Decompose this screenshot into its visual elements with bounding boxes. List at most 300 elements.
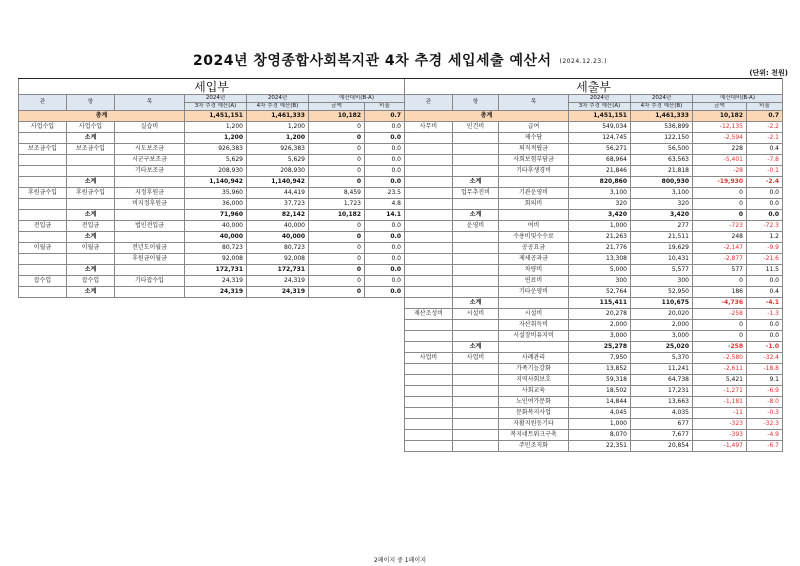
row-diff-pct: -0.3 [747, 408, 783, 419]
row-diff-pct: -2.4 [747, 177, 783, 188]
row-budget-b: 300 [631, 276, 693, 287]
row-hang: 사업비 [453, 353, 499, 364]
row-gwan [405, 221, 453, 232]
row-gwan [19, 287, 67, 298]
row-hang [67, 166, 115, 177]
row-diff-amount: 0 [693, 199, 747, 210]
row-budget-b: 2,000 [631, 320, 693, 331]
row-gwan [405, 177, 453, 188]
col-b-header: 4차 추경 예산(B) [631, 103, 693, 111]
row-budget-a: 22,351 [569, 441, 631, 452]
row-mok: 회의비 [499, 199, 569, 210]
table-row [405, 254, 783, 265]
row-budget-a: 18,502 [569, 386, 631, 397]
row-budget-b: 20,020 [631, 309, 693, 320]
row-mok: 시도보조금 [115, 144, 185, 155]
row-diff-pct: 0.0 [747, 210, 783, 221]
row-budget-b: 110,675 [631, 298, 693, 309]
row-mok [499, 177, 569, 188]
row-diff-amount: 228 [693, 144, 747, 155]
row-hang [453, 276, 499, 287]
row-diff-pct: 0.0 [747, 276, 783, 287]
row-gwan [405, 166, 453, 177]
row-hang [453, 265, 499, 276]
row-mok: 제수당 [499, 133, 569, 144]
row-diff-amount: -723 [693, 221, 747, 232]
row-gwan: 총계 [19, 111, 185, 122]
col-hang-header: 항 [67, 95, 115, 111]
row-gwan [405, 254, 453, 265]
table-row [19, 232, 405, 243]
row-diff-pct: -32.3 [747, 419, 783, 430]
row-gwan: 보조금수입 [19, 144, 67, 155]
row-hang [67, 254, 115, 265]
col-b-year-header: 2024년 [247, 95, 309, 103]
table-row [405, 166, 783, 177]
row-budget-b: 21,818 [631, 166, 693, 177]
table-row [19, 133, 405, 144]
row-budget-b: 3,000 [631, 331, 693, 342]
row-diff-pct: 9.1 [747, 375, 783, 386]
table-row [405, 287, 783, 298]
row-mok [499, 342, 569, 353]
row-diff-pct: -7.8 [747, 155, 783, 166]
row-diff-amount: 8,459 [309, 188, 365, 199]
row-mok: 실습비 [115, 122, 185, 133]
table-row [405, 188, 783, 199]
row-diff-amount: 10,182 [309, 210, 365, 221]
row-budget-b: 17,231 [631, 386, 693, 397]
row-diff-pct: -32.4 [747, 353, 783, 364]
table-row [405, 408, 783, 419]
expense-table [404, 78, 783, 452]
row-budget-a: 1,000 [569, 419, 631, 430]
row-mok: 사례관리 [499, 353, 569, 364]
row-diff-amount: -2,611 [693, 364, 747, 375]
row-mok [115, 287, 185, 298]
row-diff-pct: 0.0 [365, 133, 405, 144]
row-gwan: 총계 [405, 111, 569, 122]
row-gwan: 이월금 [19, 243, 67, 254]
row-mok: 수용비및수수료 [499, 232, 569, 243]
row-budget-a: 4,045 [569, 408, 631, 419]
row-diff-amount: -2,594 [693, 133, 747, 144]
col-gwan-header: 관 [19, 95, 67, 111]
row-mok [499, 210, 569, 221]
col-amt-header: 금액 [309, 103, 365, 111]
row-diff-amount: -393 [693, 430, 747, 441]
row-gwan [405, 331, 453, 342]
row-budget-a: 172,731 [185, 265, 247, 276]
row-budget-a: 320 [569, 199, 631, 210]
row-mok: 주민조직화 [499, 441, 569, 452]
row-gwan [405, 419, 453, 430]
row-diff-pct: -21.6 [747, 254, 783, 265]
row-budget-a: 300 [569, 276, 631, 287]
row-diff-amount: -5,401 [693, 155, 747, 166]
row-budget-a: 36,000 [185, 199, 247, 210]
row-budget-a: 25,278 [569, 342, 631, 353]
row-budget-a: 1,140,942 [185, 177, 247, 188]
row-hang: 소계 [67, 232, 115, 243]
row-mok: 문화복지사업 [499, 408, 569, 419]
row-budget-b: 5,629 [247, 155, 309, 166]
row-diff-pct: -6.9 [747, 386, 783, 397]
row-budget-a: 5,000 [569, 265, 631, 276]
row-budget-b: 1,200 [247, 122, 309, 133]
row-diff-pct: -18.8 [747, 364, 783, 375]
table-row [19, 144, 405, 155]
row-gwan [19, 199, 67, 210]
table-row [405, 441, 783, 452]
row-gwan [405, 210, 453, 221]
row-budget-b: 3,100 [631, 188, 693, 199]
row-diff-amount: 0 [309, 177, 365, 188]
row-gwan [405, 144, 453, 155]
table-row [19, 122, 405, 133]
row-budget-a: 549,034 [569, 122, 631, 133]
row-mok: 복지네트워크구축 [499, 430, 569, 441]
row-budget-b: 7,677 [631, 430, 693, 441]
row-budget-a: 40,000 [185, 232, 247, 243]
row-hang [453, 144, 499, 155]
col-a-year-header: 2024년 [185, 95, 247, 103]
row-hang [453, 419, 499, 430]
row-mok: 지역사회보호 [499, 375, 569, 386]
row-mok: 급여 [499, 122, 569, 133]
row-mok: 기타후생경비 [499, 166, 569, 177]
row-budget-a: 40,000 [185, 221, 247, 232]
col-a-header: 3차 추경 예산(A) [569, 103, 631, 111]
row-budget-a: 3,000 [569, 331, 631, 342]
row-budget-b: 677 [631, 419, 693, 430]
row-hang: 업무추진비 [453, 188, 499, 199]
row-hang [453, 287, 499, 298]
row-diff-amount: 186 [693, 287, 747, 298]
row-diff-pct: 0.0 [365, 243, 405, 254]
table-row [405, 353, 783, 364]
table-row [405, 221, 783, 232]
row-diff-amount: 0 [309, 144, 365, 155]
row-diff-amount: 0 [309, 254, 365, 265]
row-gwan [405, 342, 453, 353]
row-diff-pct: 0.0 [365, 177, 405, 188]
row-budget-a: 56,271 [569, 144, 631, 155]
row-diff-pct: 11.5 [747, 265, 783, 276]
table-row [405, 144, 783, 155]
row-hang [453, 441, 499, 452]
table-row [405, 375, 783, 386]
row-diff-pct: -72.3 [747, 221, 783, 232]
row-gwan [19, 133, 67, 144]
row-budget-a: 71,960 [185, 210, 247, 221]
row-mok: 시설비 [499, 309, 569, 320]
col-diff-header: 예산대비(B-A) [309, 95, 405, 103]
row-budget-b: 24,319 [247, 276, 309, 287]
table-row [405, 243, 783, 254]
row-diff-amount: -19,930 [693, 177, 747, 188]
row-diff-amount: -12,135 [693, 122, 747, 133]
row-mok: 전년도이월금 [115, 243, 185, 254]
row-budget-a: 3,100 [569, 188, 631, 199]
row-diff-amount: 0 [309, 232, 365, 243]
row-budget-b: 536,899 [631, 122, 693, 133]
row-gwan [405, 133, 453, 144]
row-diff-amount: 0 [693, 276, 747, 287]
title-text: 2024년 창영종합사회복지관 4차 추경 세입세출 예산서 [192, 53, 552, 69]
table-row [19, 111, 405, 122]
row-hang [453, 133, 499, 144]
table-row [405, 397, 783, 408]
row-mok: 가족기능강화 [499, 364, 569, 375]
table-row [405, 342, 783, 353]
row-budget-a: 80,723 [185, 243, 247, 254]
row-gwan [19, 265, 67, 276]
row-diff-pct: 0.0 [365, 232, 405, 243]
table-row [19, 155, 405, 166]
table-row [405, 386, 783, 397]
table-row [19, 254, 405, 265]
row-mok: 노인여가문화 [499, 397, 569, 408]
section-title: 세입부 [19, 79, 405, 95]
row-gwan [405, 375, 453, 386]
table-row [405, 199, 783, 210]
row-budget-a: 115,411 [569, 298, 631, 309]
table-row [405, 210, 783, 221]
row-hang [453, 430, 499, 441]
row-budget-b: 5,577 [631, 265, 693, 276]
row-hang: 소계 [67, 210, 115, 221]
row-gwan [19, 166, 67, 177]
row-budget-a: 21,263 [569, 232, 631, 243]
row-diff-amount: 0 [693, 331, 747, 342]
section-title: 세출부 [405, 79, 783, 95]
row-mok [499, 298, 569, 309]
row-diff-amount: -1,181 [693, 397, 747, 408]
row-hang: 보조금수입 [67, 144, 115, 155]
table-row [405, 430, 783, 441]
row-diff-pct: 0.0 [365, 265, 405, 276]
table-row [19, 265, 405, 276]
row-diff-amount: 0 [309, 155, 365, 166]
page-footer: 2페이지 중 1페이지 [373, 557, 427, 564]
row-gwan [405, 232, 453, 243]
row-budget-a: 35,960 [185, 188, 247, 199]
row-gwan [19, 232, 67, 243]
row-gwan [405, 155, 453, 166]
page-title [0, 50, 800, 70]
row-diff-amount: -258 [693, 342, 747, 353]
row-mok: 제세공과금 [499, 254, 569, 265]
row-diff-amount: 0 [309, 166, 365, 177]
row-hang: 소계 [453, 177, 499, 188]
row-gwan: 전입금 [19, 221, 67, 232]
row-gwan [405, 276, 453, 287]
row-gwan [405, 243, 453, 254]
row-mok: 사회교육 [499, 386, 569, 397]
row-mok: 사회보험부담금 [499, 155, 569, 166]
row-diff-pct: 0.0 [365, 287, 405, 298]
row-budget-b: 44,419 [247, 188, 309, 199]
col-mok-header: 목 [115, 95, 185, 111]
row-budget-b: 926,383 [247, 144, 309, 155]
row-hang [453, 166, 499, 177]
row-budget-b: 52,950 [631, 287, 693, 298]
row-hang: 소계 [453, 342, 499, 353]
table-row [405, 298, 783, 309]
row-budget-a: 13,852 [569, 364, 631, 375]
row-gwan [405, 364, 453, 375]
row-budget-a: 2,000 [569, 320, 631, 331]
row-budget-b: 25,020 [631, 342, 693, 353]
table-row [405, 122, 783, 133]
row-diff-pct: -8.0 [747, 397, 783, 408]
row-budget-a: 3,420 [569, 210, 631, 221]
row-diff-pct: 0.0 [747, 188, 783, 199]
row-budget-b: 63,563 [631, 155, 693, 166]
table-row [405, 133, 783, 144]
row-gwan [405, 397, 453, 408]
row-diff-pct: 1.2 [747, 232, 783, 243]
row-mok: 법인전입금 [115, 221, 185, 232]
row-budget-a: 5,629 [185, 155, 247, 166]
row-mok [115, 265, 185, 276]
table-row [405, 364, 783, 375]
table-row [405, 276, 783, 287]
row-gwan [405, 320, 453, 331]
revenue-table [18, 78, 405, 298]
table-row [405, 111, 783, 122]
row-gwan [19, 254, 67, 265]
row-diff-pct: 23.5 [365, 188, 405, 199]
row-budget-b: 122,150 [631, 133, 693, 144]
row-budget-a: 208,930 [185, 166, 247, 177]
row-budget-a: 8,070 [569, 430, 631, 441]
row-budget-a: 21,776 [569, 243, 631, 254]
row-mok: 기타잡수입 [115, 276, 185, 287]
row-gwan: 재산조성비 [405, 309, 453, 320]
row-hang: 소계 [453, 210, 499, 221]
row-budget-a: 1,000 [569, 221, 631, 232]
row-budget-b: 56,500 [631, 144, 693, 155]
row-budget-a: 1,451,151 [569, 111, 631, 122]
table-row [19, 166, 405, 177]
row-budget-a: 21,846 [569, 166, 631, 177]
row-budget-b: 4,035 [631, 408, 693, 419]
row-gwan [405, 430, 453, 441]
row-gwan: 잡수입 [19, 276, 67, 287]
row-diff-pct: 0.0 [365, 254, 405, 265]
row-budget-a: 59,318 [569, 375, 631, 386]
row-budget-b: 24,319 [247, 287, 309, 298]
row-diff-amount: 0 [309, 287, 365, 298]
row-diff-pct: 0.4 [747, 287, 783, 298]
table-row [405, 309, 783, 320]
row-mok: 자활지원등기타 [499, 419, 569, 430]
row-diff-pct: 0.7 [747, 111, 783, 122]
row-budget-b: 64,738 [631, 375, 693, 386]
row-gwan: 후원금수입 [19, 188, 67, 199]
row-budget-a: 92,008 [185, 254, 247, 265]
row-budget-b: 172,731 [247, 265, 309, 276]
row-budget-b: 92,008 [247, 254, 309, 265]
table-row [19, 199, 405, 210]
row-diff-amount: 0 [309, 276, 365, 287]
row-budget-b: 11,241 [631, 364, 693, 375]
row-diff-pct: -6.7 [747, 441, 783, 452]
table-row [19, 276, 405, 287]
row-mok: 비지정후원금 [115, 199, 185, 210]
col-a-year-header: 2024년 [569, 95, 631, 103]
table-row [19, 287, 405, 298]
row-hang [453, 364, 499, 375]
row-diff-amount: -28 [693, 166, 747, 177]
row-hang: 인건비 [453, 122, 499, 133]
row-diff-pct: 0.0 [365, 276, 405, 287]
row-budget-a: 926,383 [185, 144, 247, 155]
row-diff-amount: -1,271 [693, 386, 747, 397]
row-budget-a: 20,278 [569, 309, 631, 320]
row-diff-amount: 0 [309, 133, 365, 144]
row-diff-amount: -2,147 [693, 243, 747, 254]
row-diff-pct: 0.0 [365, 221, 405, 232]
row-mok [115, 210, 185, 221]
row-diff-pct: 0.0 [747, 199, 783, 210]
table-row [19, 210, 405, 221]
row-budget-a: 7,950 [569, 353, 631, 364]
row-diff-amount: 0 [693, 210, 747, 221]
row-hang [453, 397, 499, 408]
row-hang: 이월금 [67, 243, 115, 254]
row-budget-b: 5,370 [631, 353, 693, 364]
row-mok: 기타보조금 [115, 166, 185, 177]
row-diff-amount: -2,580 [693, 353, 747, 364]
row-hang: 소계 [453, 298, 499, 309]
row-diff-pct: 0.0 [365, 122, 405, 133]
col-amt-header: 금액 [693, 103, 747, 111]
row-diff-amount: 5,421 [693, 375, 747, 386]
row-hang: 후원금수입 [67, 188, 115, 199]
row-mok [115, 232, 185, 243]
row-gwan [405, 386, 453, 397]
row-hang: 소계 [67, 133, 115, 144]
col-hang-header: 항 [453, 95, 499, 111]
row-hang: 운영비 [453, 221, 499, 232]
row-mok: 연료비 [499, 276, 569, 287]
row-diff-amount: 10,182 [693, 111, 747, 122]
row-diff-pct: -0.1 [747, 166, 783, 177]
row-budget-a: 24,319 [185, 287, 247, 298]
row-mok [115, 133, 185, 144]
row-hang [453, 243, 499, 254]
row-budget-a: 52,764 [569, 287, 631, 298]
table-row [405, 232, 783, 243]
row-hang [453, 320, 499, 331]
row-budget-a: 1,451,151 [185, 111, 247, 122]
row-budget-a: 820,860 [569, 177, 631, 188]
row-diff-pct: -2.2 [747, 122, 783, 133]
row-budget-a: 24,319 [185, 276, 247, 287]
row-hang: 시설비 [453, 309, 499, 320]
table-row [405, 320, 783, 331]
row-budget-b: 208,930 [247, 166, 309, 177]
row-gwan [405, 188, 453, 199]
row-budget-b: 80,723 [247, 243, 309, 254]
row-budget-b: 10,431 [631, 254, 693, 265]
title-date: (2024.12.23.) [559, 57, 607, 65]
col-a-header: 3차 추경 예산(A) [185, 103, 247, 111]
row-diff-pct: 0.0 [365, 155, 405, 166]
